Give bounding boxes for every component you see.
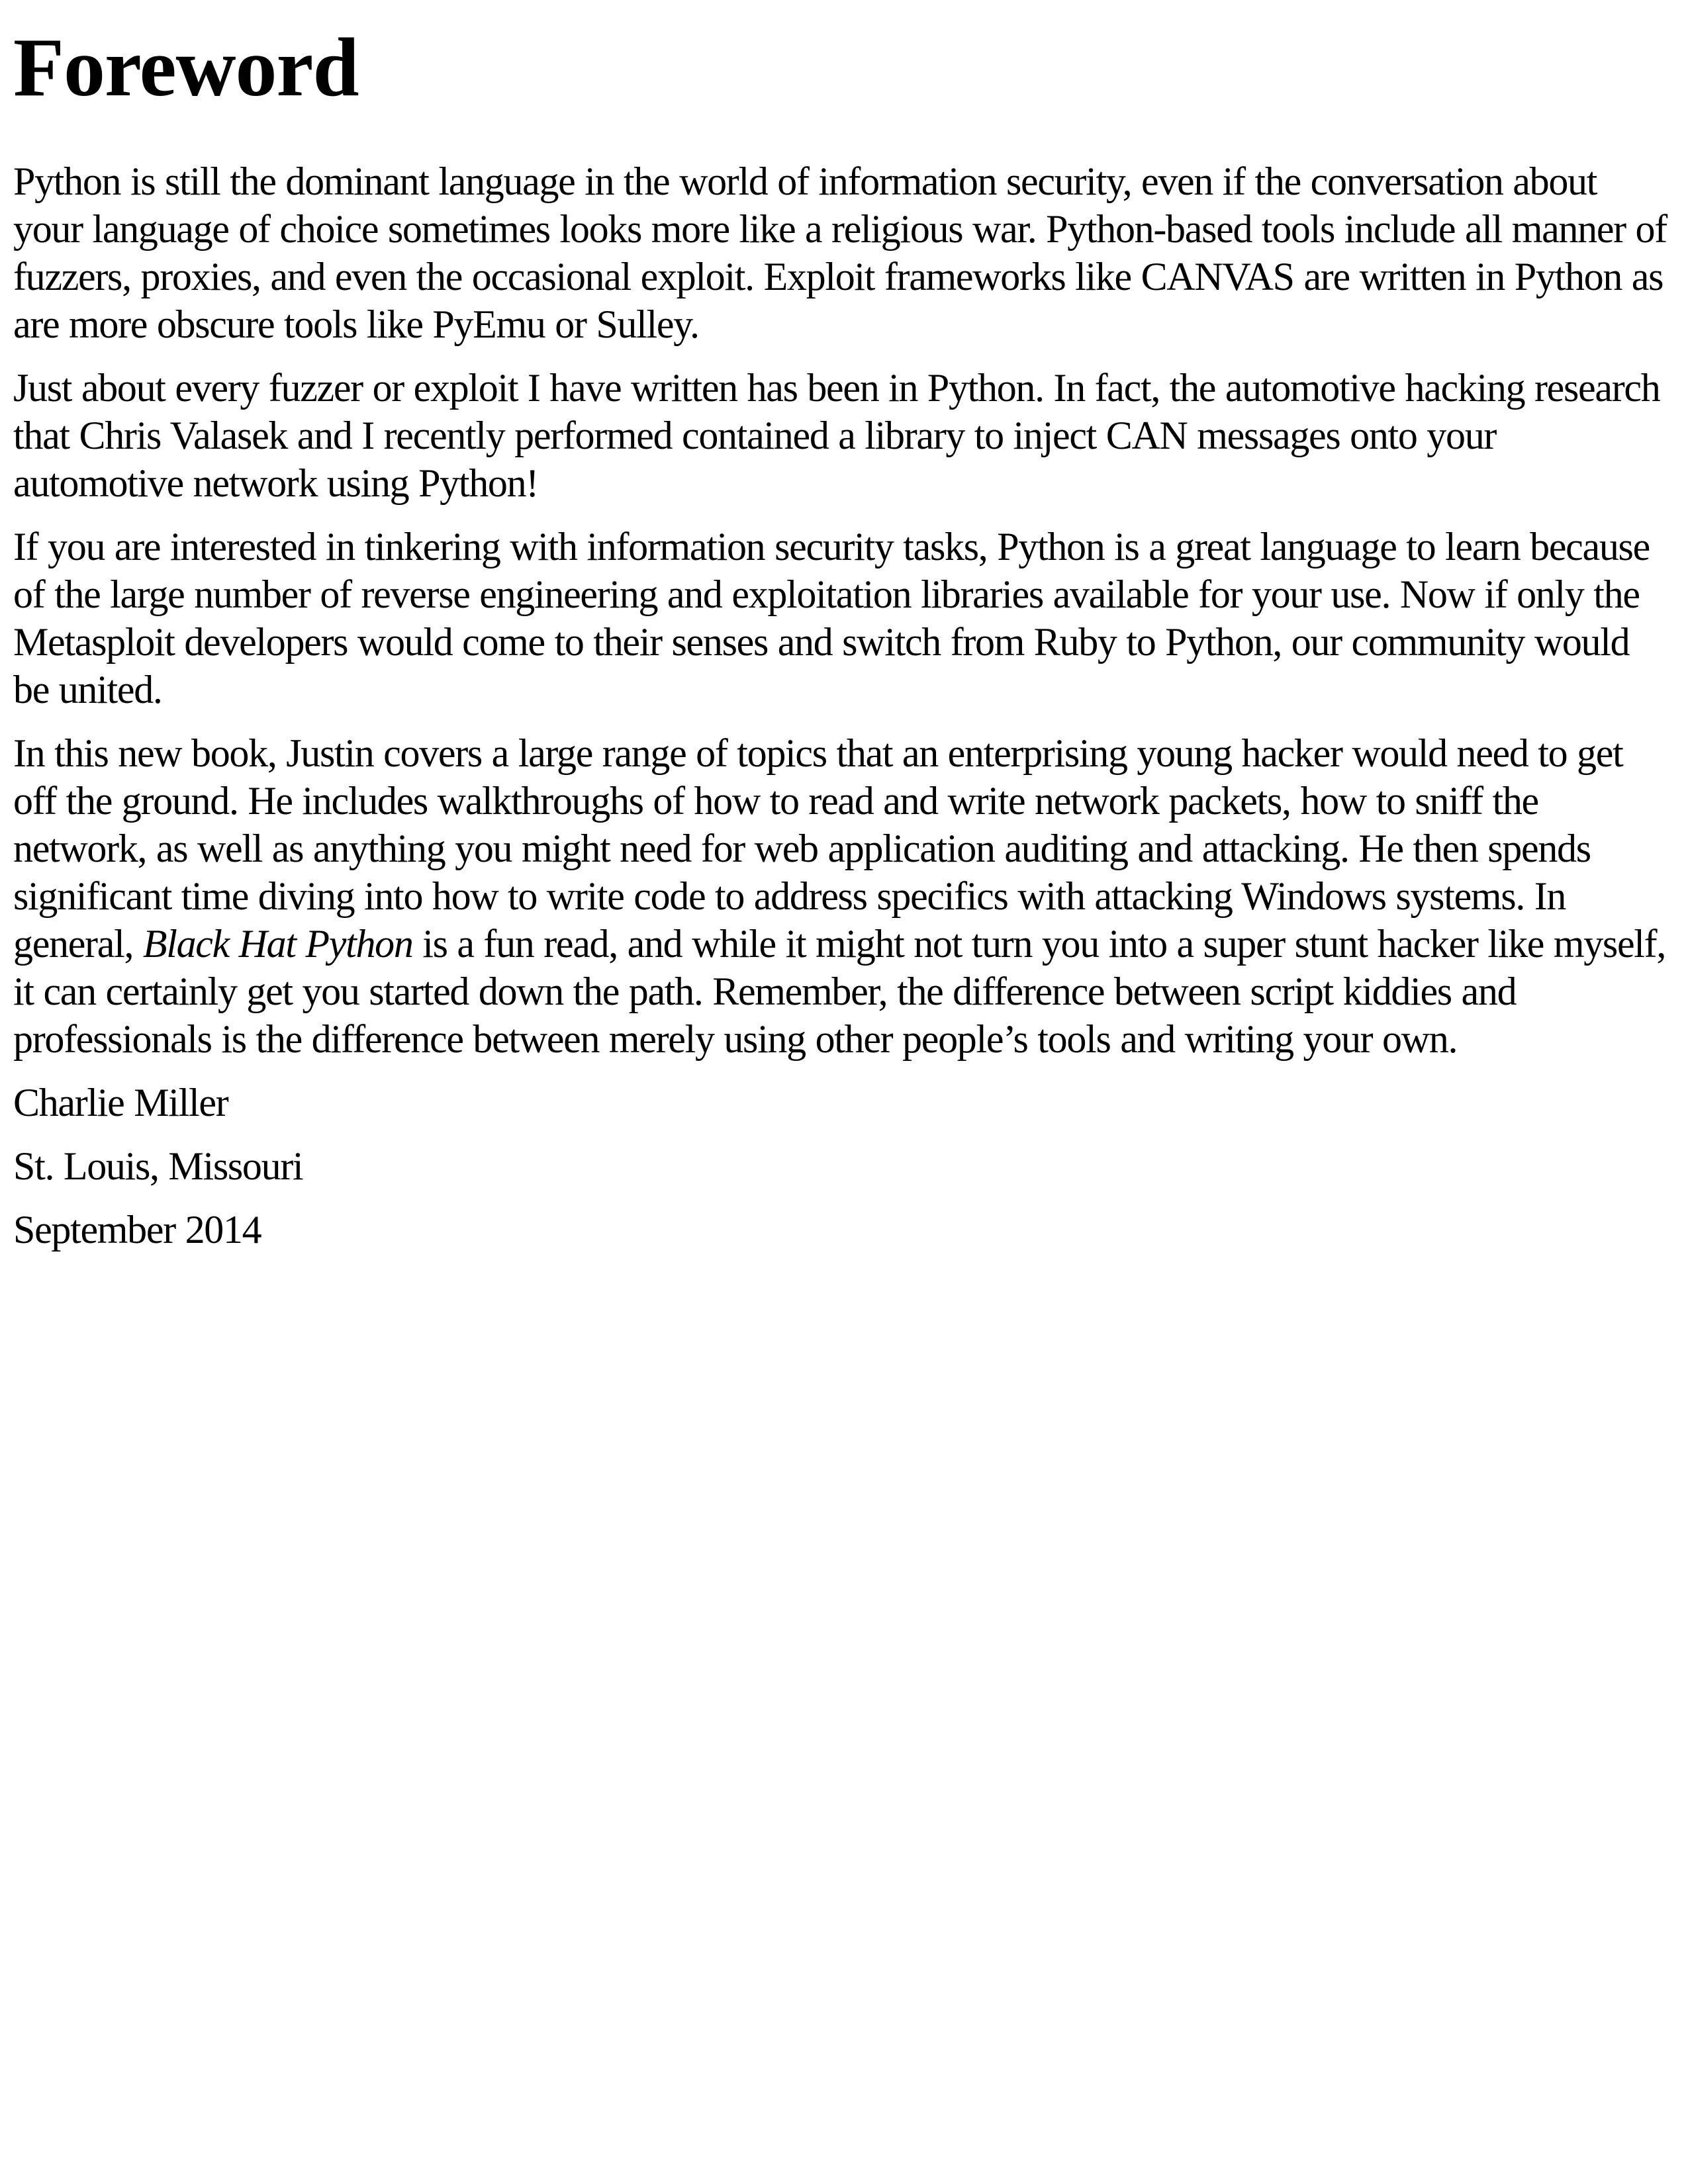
author-location: St. Louis, Missouri bbox=[13, 1144, 303, 1188]
paragraph-4-after: is a fun read, and while it might not turn you into a super stunt hacker like myself, it can certainly get you started down the path. Remember, the difference between script kiddies and professionals is the difference between merely using other people’s tools and writing your own. bbox=[13, 922, 1666, 1061]
paragraph-4-before: In this new book, Justin covers a large range of topics that an enterprising young hacker would need to get off the ground. He includes walkthroughs of how to read and write network packets, how to sniff the network, as well as anything you might need for web application auditing and attacking. He then spends significant time diving into how to write code to address specifics with attacking Windows systems. In general, bbox=[13, 731, 1623, 966]
paragraph-4 bbox=[13, 729, 1675, 1063]
book-title: Black Hat Python bbox=[142, 922, 413, 966]
author-name: Charlie Miller bbox=[13, 1081, 228, 1124]
signature-date: September 2014 bbox=[13, 1208, 261, 1251]
page-title: Foreword bbox=[13, 22, 359, 114]
paragraph-2: Just about every fuzzer or exploit I have written has been in Python. In fact, the automotive hacking research that Chris Valasek and I recently performed contained a library to inject CAN messages onto your automotive network using Python! bbox=[13, 366, 1660, 505]
paragraph-3: If you are interested in tinkering with information security tasks, Python is a great language to learn because of the large number of reverse engineering and exploitation libraries available for your use. Now if only the Metasploit developers would come to their senses and switch from Ruby to Python, our community would be united. bbox=[13, 525, 1650, 711]
paragraph-1: Python is still the dominant language in the world of information security, even if the conversation about your language of choice sometimes looks more like a religious war. Python-based tools include all manner of fuzzers, proxies, and even the occasional exploit. Exploit frameworks like CANVAS are written in Python as are more obscure tools like PyEmu or Sulley. bbox=[13, 159, 1667, 346]
document-page bbox=[13, 0, 1675, 1253]
